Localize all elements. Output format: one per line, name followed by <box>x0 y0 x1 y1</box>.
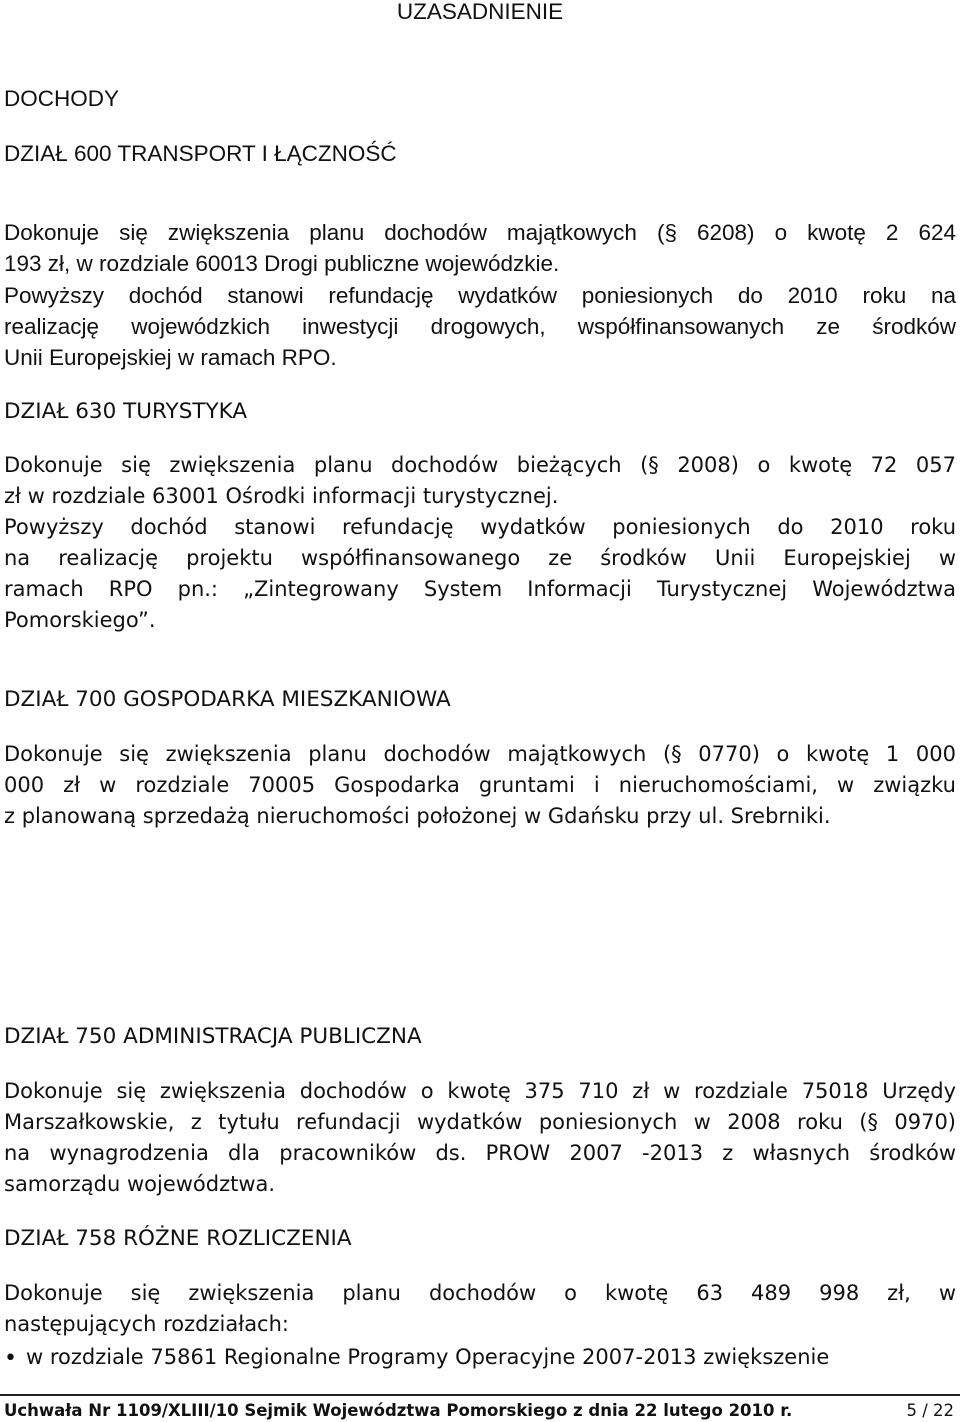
paragraph-line: Unii Europejskiej w ramach RPO. <box>4 345 337 370</box>
paragraph-line: na wynagrodzenia dla pracowników ds. PROW 2007 -2013 z własnych środków <box>4 1141 956 1165</box>
paragraph-line: ramach RPO pn.: „Zintegrowany System Informacji Turystycznej Województwa <box>4 577 956 601</box>
paragraph-line: Marszałkowskie, z tytułu refundacji wydatków poniesionych w 2008 roku (§ 0970) <box>4 1110 956 1134</box>
section-heading-dzial-750: DZIAŁ 750 ADMINISTRACJA PUBLICZNA <box>4 1024 422 1049</box>
footer-page-number: 5 / 22 <box>906 1401 954 1420</box>
paragraph-line: następujących rozdziałach: <box>4 1312 289 1336</box>
bullet-list-item: w rozdziale 75861 Regionalne Programy Operacyjne 2007-2013 zwiększenie <box>26 1345 830 1369</box>
section-heading-dzial-758: DZIAŁ 758 RÓŻNE ROZLICZENIA <box>4 1226 352 1251</box>
section-heading-dochody: DOCHODY <box>4 86 120 111</box>
paragraph-line: na realizację projektu współfinansowanego ze środków Unii Europejskiej w <box>4 546 956 570</box>
paragraph-line: Dokonuje się zwiększenia planu dochodów majątkowych (§ 0770) o kwotę 1 000 <box>4 742 956 766</box>
paragraph-line: z planowaną sprzedażą nieruchomości położonej w Gdańsku przy ul. Srebrniki. <box>4 804 831 828</box>
paragraph-line: Pomorskiego”. <box>4 608 156 632</box>
section-heading-dzial-630: DZIAŁ 630 TURYSTYKA <box>4 399 248 424</box>
paragraph-line: Dokonuje się zwiększenia dochodów o kwotę 375 710 zł w rozdziale 75018 Urzędy <box>4 1079 956 1103</box>
paragraph-line: zł w rozdziale 63001 Ośrodki informacji turystycznej. <box>4 484 559 508</box>
paragraph-line: realizację wojewódzkich inwestycji drogowych, współfinansowanych ze środków <box>4 314 956 339</box>
paragraph-line: Dokonuje się zwiększenia planu dochodów bieżących (§ 2008) o kwotę 72 057 <box>4 453 956 477</box>
paragraph-line: Powyższy dochód stanowi refundację wydatków poniesionych do 2010 roku na <box>4 283 956 308</box>
footer-divider <box>0 1394 960 1396</box>
paragraph-line: 000 zł w rozdziale 70005 Gospodarka gruntami i nieruchomościami, w związku <box>4 773 956 797</box>
paragraph-line: Dokonuje się zwiększenia planu dochodów o kwotę 63 489 998 zł, w <box>4 1281 956 1305</box>
section-heading-dzial-700: DZIAŁ 700 GOSPODARKA MIESZKANIOWA <box>4 687 451 712</box>
paragraph-line: Dokonuje się zwiększenia planu dochodów majątkowych (§ 6208) o kwotę 2 624 <box>4 220 956 245</box>
bullet-marker: • <box>4 1346 17 1371</box>
paragraph-line: samorządu województwa. <box>4 1172 276 1196</box>
paragraph-line: 193 zł, w rozdziale 60013 Drogi publiczne wojewódzkie. <box>4 251 560 276</box>
section-heading-dzial-600: DZIAŁ 600 TRANSPORT I ŁĄCZNOŚĆ <box>4 141 397 166</box>
paragraph-line: Powyższy dochód stanowi refundację wydatków poniesionych do 2010 roku <box>4 515 956 539</box>
footer-document-reference: Uchwała Nr 1109/XLIII/10 Sejmik Województwa Pomorskiego z dnia 22 lutego 2010 r. <box>4 1401 793 1420</box>
document-title: UZASADNIENIE <box>396 0 564 24</box>
